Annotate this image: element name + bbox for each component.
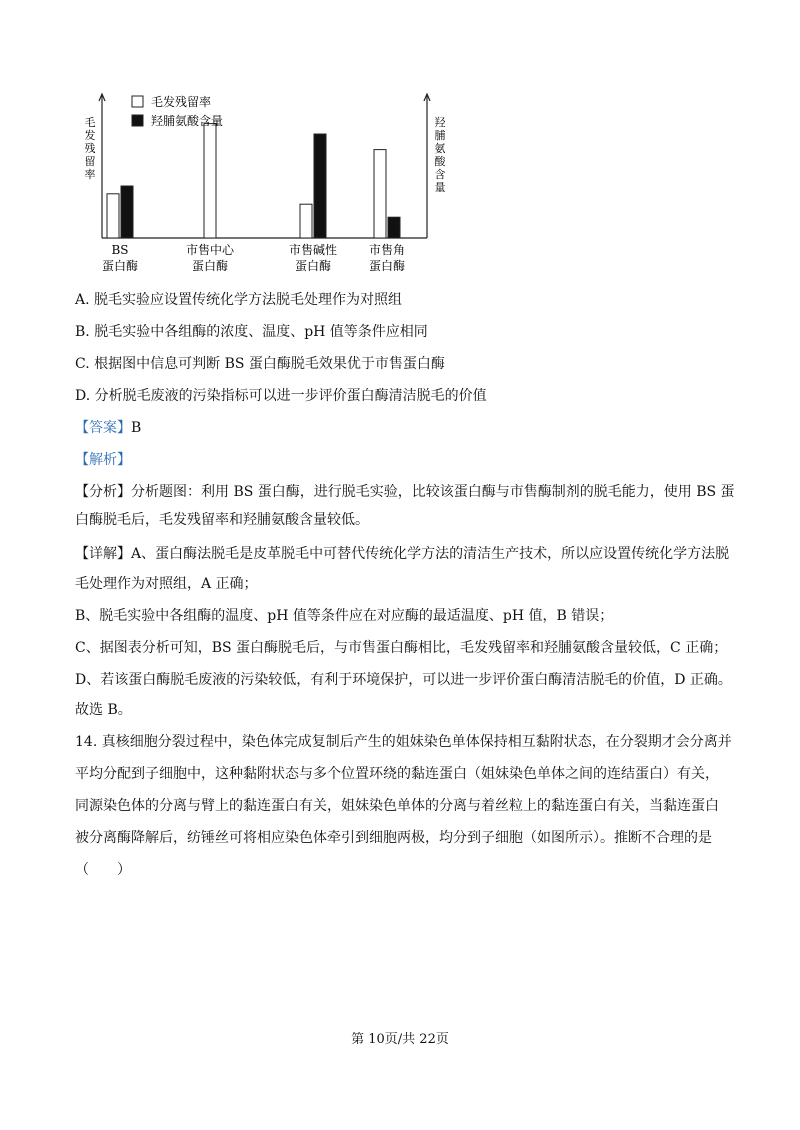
y-axis-label-right-char: 酸 [434,155,445,168]
xiangjie-line-1 [75,544,729,564]
analysis-heading [75,450,131,470]
chart-bars [107,124,400,238]
q14-line-1: 14. 真核细胞分裂过程中，染色体完成复制后产生的姐妹染色单体保持相互黏附状态，在分裂期才会分离并 [75,734,732,750]
legend-swatch [132,96,143,107]
bar-hair-residue-0 [107,194,119,238]
y-axis-label-right-char: 量 [434,181,445,194]
legend-label: 羟脯氨酸含量 [151,114,224,128]
x-tick-label: 市售碱性 [288,243,338,257]
chart-legend [132,94,223,128]
bar-hair-residue-3 [374,150,386,238]
xiangjie-tag: 【详解】 [75,546,131,562]
fenxi-line-2: 白酶脱毛后，毛发残留率和羟脯氨酸含量较低。 [75,512,369,528]
option-a: A. 脱毛实验应设置传统化学方法脱毛处理作为对照组 [75,292,403,308]
y-axis-label-left [85,116,96,181]
xiangjie-text-1: A、蛋白酶法脱毛是皮革脱毛中可替代传统化学方法的清洁生产技术，所以应设置传统化学方法脱 [131,546,730,562]
xiangjie-line-4: C、据图表分析可知，BS 蛋白酶脱毛后，与市售蛋白酶相比，毛发残留率和羟脯氨酸含量较低，C 正确； [75,640,728,656]
y-axis-label-right-char: 羟 [434,116,445,129]
bar-chart [75,88,445,278]
xiangjie-line-2: 毛处理作为对照组，A 正确； [75,576,258,592]
bar-hydroxyproline-3 [388,217,400,238]
answer-text: B [131,420,142,436]
fenxi-line-1 [75,482,735,502]
x-tick-label: 蛋白酶 [294,259,332,273]
bar-hair-residue-1 [204,124,216,238]
option-b: B. 脱毛实验中各组酶的浓度、温度、pH 值等条件应相同 [75,324,428,340]
option-d: D. 分析脱毛废液的污染指标可以进一步评价蛋白酶清洁脱毛的价值 [75,388,487,404]
y-axis-label-right [435,116,446,194]
q14-line-5: （ ） [75,862,131,878]
chart-y-labels [85,116,446,194]
bar-hydroxyproline-0 [121,186,133,238]
xiangjie-line-3: B、脱毛实验中各组酶的温度、pH 值等条件应在对应酶的最适温度、pH 值，B 错误； [75,608,614,624]
bar-hair-residue-2 [300,204,312,238]
legend-swatch [132,115,143,126]
legend-label: 毛发残留率 [151,95,212,109]
page-footer: 第 10页/共 22页 [351,1032,449,1047]
y-axis-label-right-char: 脯 [434,129,445,142]
answer-line [75,418,141,438]
x-tick-label: 市售中心 [185,243,235,257]
x-tick-label: 蛋白酶 [191,259,229,273]
y-axis-label-right-char: 氨 [434,142,445,155]
y-axis-label-left-char: 发 [84,129,96,142]
y-axis-label-right-char: 含 [434,168,445,181]
analysis-tag: 【解析】 [75,452,131,468]
y-axis-label-left-char: 留 [84,155,96,168]
fenxi-tag: 【分析】 [75,484,131,500]
answer-tag: 【答案】 [75,420,131,436]
y-axis-label-left-char: 残 [84,142,96,155]
y-axis-label-left-char: 率 [84,168,96,181]
xiangjie-line-6: 故选 B。 [75,702,132,718]
x-tick-label: 市售角 [368,243,406,257]
chart-x-labels [102,242,405,273]
fenxi-text-1: 分析题图：利用 BS 蛋白酶，进行脱毛实验，比较该蛋白酶与市售酶制剂的脱毛能力，使用 BS 蛋 [131,484,735,500]
xiangjie-line-5: D、若该蛋白酶脱毛废液的污染较低，有利于环境保护，可以进一步评价蛋白酶清洁脱毛的价值，D 正确。 [75,672,732,688]
y-axis-label-left-char: 毛 [84,116,96,129]
x-tick-label: 蛋白酶 [368,259,406,273]
x-tick-label: 蛋白酶 [101,259,139,273]
x-tick-label: BS [111,243,129,257]
q14-line-3: 同源染色体的分离与臂上的黏连蛋白有关，姐妹染色单体的分离与着丝粒上的黏连蛋白有关，当黏连蛋白 [75,798,719,814]
option-c: C. 根据图中信息可判断 BS 蛋白酶脱毛效果优于市售蛋白酶 [75,356,445,372]
bar-hydroxyproline-2 [314,134,326,238]
q14-line-2: 平均分配到子细胞中，这种黏附状态与多个位置环绕的黏连蛋白（姐妹染色单体之间的连结蛋白）有关， [75,766,719,782]
q14-line-4: 被分离酶降解后，纺锤丝可将相应染色体牵引到细胞两极，均分到子细胞（如图所示）。推断不合理的是 [75,830,712,846]
